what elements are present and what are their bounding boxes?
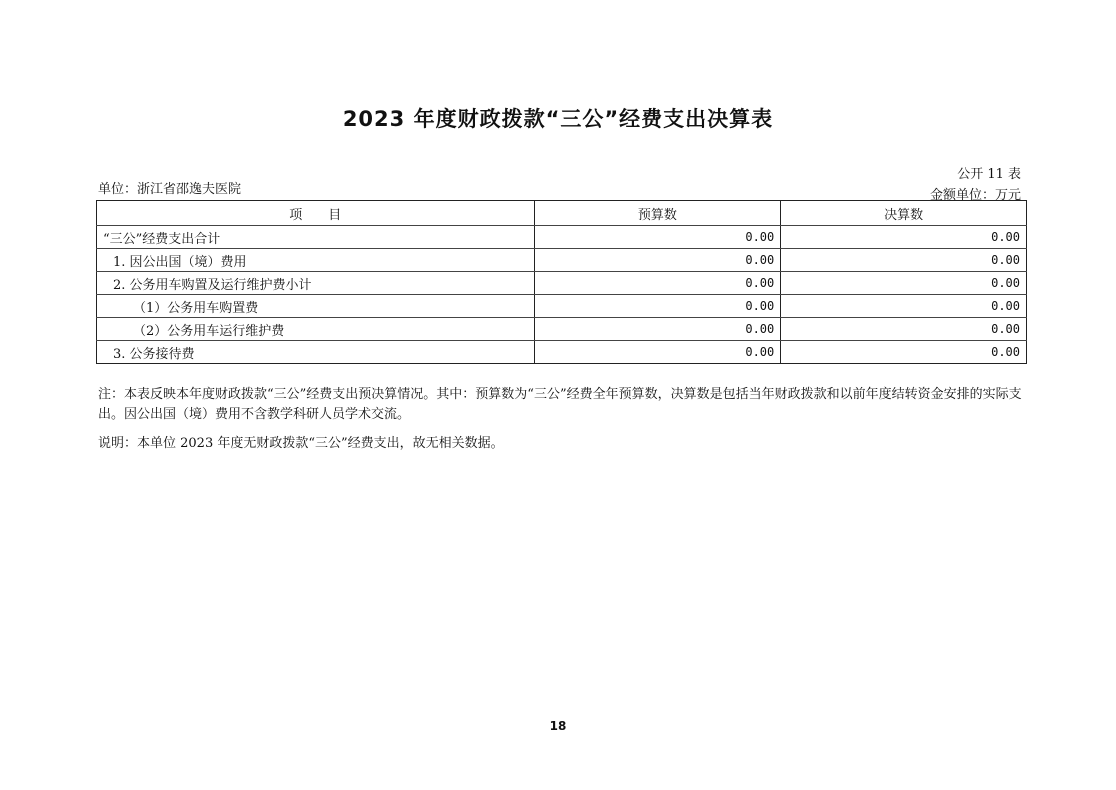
table-number: 公开 11 表 (957, 167, 1021, 182)
row-final: 0.00 (781, 295, 1027, 318)
row-budget: 0.00 (534, 249, 781, 272)
row-label: 1. 因公出国（境）费用 (97, 249, 535, 272)
row-budget: 0.00 (534, 272, 781, 295)
header-final: 决算数 (781, 201, 1027, 226)
row-final: 0.00 (781, 226, 1027, 249)
row-final: 0.00 (781, 272, 1027, 295)
table-note: 注：本表反映本年度财政拨款“三公”经费支出预决算情况。其中：预算数为“三公”经费全年预算数，决算数是包括当年财政拨款和以前年度结转资金安排的实际支出。因公出国（境）费用不含教学科研人员学术交流。 (98, 387, 1022, 422)
table-row (97, 318, 1027, 341)
row-label: （1）公务用车购置费 (97, 295, 535, 318)
table-row (97, 272, 1027, 295)
row-budget: 0.00 (534, 318, 781, 341)
header-item: 项 目 (97, 201, 535, 226)
row-label: （2）公务用车运行维护费 (97, 318, 535, 341)
row-budget: 0.00 (534, 295, 781, 318)
table-row (97, 341, 1027, 364)
row-label: 3. 公务接待费 (97, 341, 535, 364)
table-row (97, 226, 1027, 249)
expenditure-table (96, 200, 1027, 364)
document-title: 2023 年度财政拨款“三公”经费支出决算表 (342, 107, 774, 131)
unit-label: 单位：浙江省邵逸夫医院 (98, 182, 242, 197)
row-budget: 0.00 (534, 226, 781, 249)
row-final: 0.00 (781, 249, 1027, 272)
explanation-note: 说明：本单位 2023 年度无财政拨款“三公”经费支出，故无相关数据。 (98, 436, 504, 451)
row-final: 0.00 (781, 341, 1027, 364)
row-label: “三公”经费支出合计 (97, 226, 535, 249)
row-final: 0.00 (781, 318, 1027, 341)
table-row (97, 295, 1027, 318)
header-budget: 预算数 (534, 201, 781, 226)
currency-unit-label: 金额单位：万元 (929, 188, 1021, 203)
table-header-row (97, 201, 1027, 226)
row-label: 2. 公务用车购置及运行维护费小计 (97, 272, 535, 295)
page-number: 18 (549, 719, 567, 733)
table-row (97, 249, 1027, 272)
row-budget: 0.00 (534, 341, 781, 364)
